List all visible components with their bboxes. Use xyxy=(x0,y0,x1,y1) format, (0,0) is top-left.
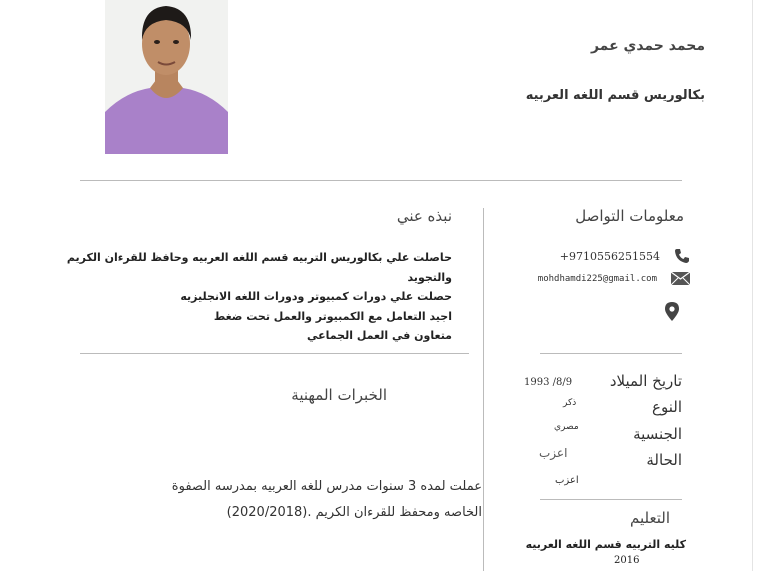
experience-text xyxy=(62,474,482,526)
about-line: حاصلت علي بكالوريس التربيه قسم اللغه العربيه وحافظ للقرءان الكريم والتجويد xyxy=(66,251,452,284)
birth-date-value: 1993 /8/9 xyxy=(524,377,573,388)
marital-status-label: الحالة xyxy=(646,451,682,469)
candidate-degree: بكالوريس قسم اللغه العربيه xyxy=(525,88,705,103)
divider xyxy=(80,180,682,181)
about-text xyxy=(32,248,452,346)
divider xyxy=(540,499,682,500)
marital-status-value-2: اعزب xyxy=(555,475,579,486)
education-school: كليه التربيه قسم اللغه العربيه xyxy=(525,538,686,551)
column-divider xyxy=(483,208,484,571)
page-edge xyxy=(752,0,753,571)
nationality-value: مصري xyxy=(554,422,579,432)
email-address[interactable]: mohdhamdi225@gmail.com xyxy=(537,273,657,284)
divider xyxy=(80,353,469,354)
about-line: متعاون في العمل الجماعي xyxy=(307,329,452,342)
location-pin-icon xyxy=(665,302,679,321)
phone-icon xyxy=(674,248,690,264)
phone-number[interactable]: +9710556251554 xyxy=(559,249,660,263)
contact-title: معلومات التواصل xyxy=(575,207,684,225)
gender-value: ذكر xyxy=(563,398,577,408)
experience-line: عملت لمده 3 سنوات مدرس للغه العربيه بمدرسه الصفوة xyxy=(171,479,482,494)
birth-date-label: تاريخ الميلاد xyxy=(609,372,682,390)
experience-title: الخبرات المهنية xyxy=(291,386,387,404)
marital-status-value: اعزب xyxy=(539,446,568,460)
about-title: نبذه عني xyxy=(396,207,452,225)
experience-line: الخاصه ومحفظ للقرءان الكريم .(2020/2018) xyxy=(226,505,482,520)
nationality-label: الجنسية xyxy=(633,425,682,443)
divider xyxy=(540,353,682,354)
about-line: اجيد التعامل مع الكمبيوتر والعمل تحت ضغط xyxy=(213,309,452,323)
about-line: حصلت علي دورات كمبيوتر ودورات اللغه الانجليزيه xyxy=(180,290,452,303)
candidate-name: محمد حمدي عمر xyxy=(590,38,705,54)
envelope-icon xyxy=(671,272,690,285)
gender-label: النوع xyxy=(652,398,682,416)
education-title: التعليم xyxy=(630,509,670,527)
education-year: 2016 xyxy=(614,555,640,566)
profile-photo xyxy=(105,0,228,154)
